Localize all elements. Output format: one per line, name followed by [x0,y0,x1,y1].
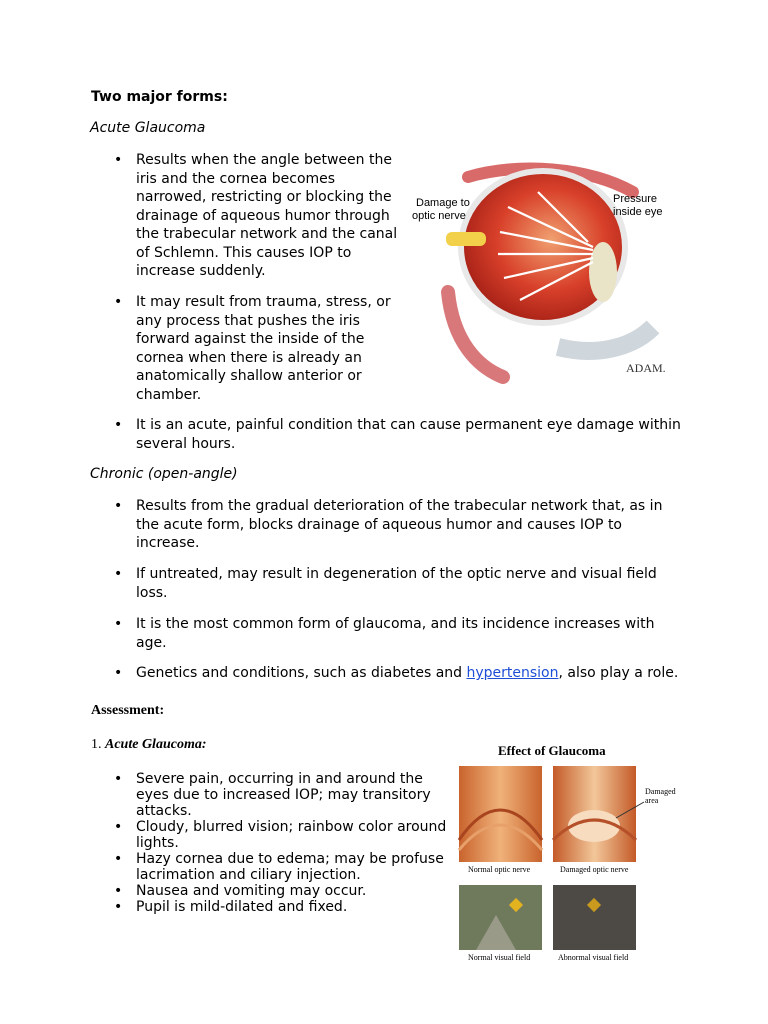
hypertension-link[interactable]: hypertension [466,665,559,681]
caption-normal-nerve: Normal optic nerve [468,865,531,874]
list-item: • Results when the angle between the iris and the cornea becomes narrowed, restricting or blocking the drainage of aqueous humor through the trabecular network and the canal of Schlemn. This causes IOP to increase suddenly. [136,151,398,281]
list-item [136,664,696,683]
list-item: • Cloudy, blurred vision; rainbow color around lights. [136,819,458,851]
item-text-before: Genetics and conditions, such as diabetes and [136,665,467,681]
adam-credit: ADAM. [626,361,666,375]
list-item: • Severe pain, occurring in and around the eyes due to increased IOP; may transitory attacks. [136,771,458,819]
caption-damaged-nerve: Damaged optic nerve [560,865,629,874]
chronic-list-4 [136,664,696,683]
assessment-list [136,771,458,915]
label-damage-2: optic nerve [412,210,466,222]
acute-list-2 [136,293,398,404]
chronic-heading: Chronic (open-angle) [90,466,238,482]
assessment-heading: Assessment: [91,703,165,718]
section-title: Two major forms: [91,89,228,105]
assessment-subheading [91,737,207,753]
effect-illustration [456,740,688,965]
chronic-list-2 [136,565,684,602]
list-item: • It may result from trauma, stress, or any process that pushes the iris forward against the inside of the cornea when there is already an anatomically shallow anterior or chamber. [136,293,398,404]
eye-illustration [408,152,698,392]
item-text-after: , also play a role. [558,665,679,681]
damaged-label-1: Damaged [645,787,676,796]
list-item: • Results from the gradual deterioration of the trabecular network that, as in the acute form, blocks drainage of aqueous humor and causes IOP to increase. [136,497,684,553]
caption-abnormal-field: Abnormal visual field [558,953,629,962]
label-pressure-1: Pressure [613,193,658,205]
caption-normal-field: Normal visual field [468,953,531,962]
acute-heading: Acute Glaucoma [90,120,206,136]
item-number: 1. [91,737,102,752]
list-item: • Nausea and vomiting may occur. [136,883,458,899]
effect-title: Effect of Glaucoma [498,743,606,758]
list-item: • It is the most common form of glaucoma, and its incidence increases with age. [136,615,684,652]
acute-list-3 [136,416,684,453]
label-damage-1: Damage to [416,197,470,209]
list-item: • Hazy cornea due to edema; may be profuse lacrimation and ciliary injection. [136,851,458,883]
eye-pressure-figure [408,152,698,392]
damaged-label-2: area [645,796,659,805]
chronic-list-3 [136,615,684,652]
label-pressure-2: inside eye [613,206,663,218]
acute-subheading: Acute Glaucoma: [105,737,207,752]
list-item: • If untreated, may result in degeneration of the optic nerve and visual field loss. [136,565,684,602]
acute-list [136,151,398,281]
list-item: • Pupil is mild-dilated and fixed. [136,899,458,915]
chronic-list-1 [136,497,684,553]
list-item: • It is an acute, painful condition that can cause permanent eye damage within several hours. [136,416,684,453]
effect-figure [456,740,688,965]
